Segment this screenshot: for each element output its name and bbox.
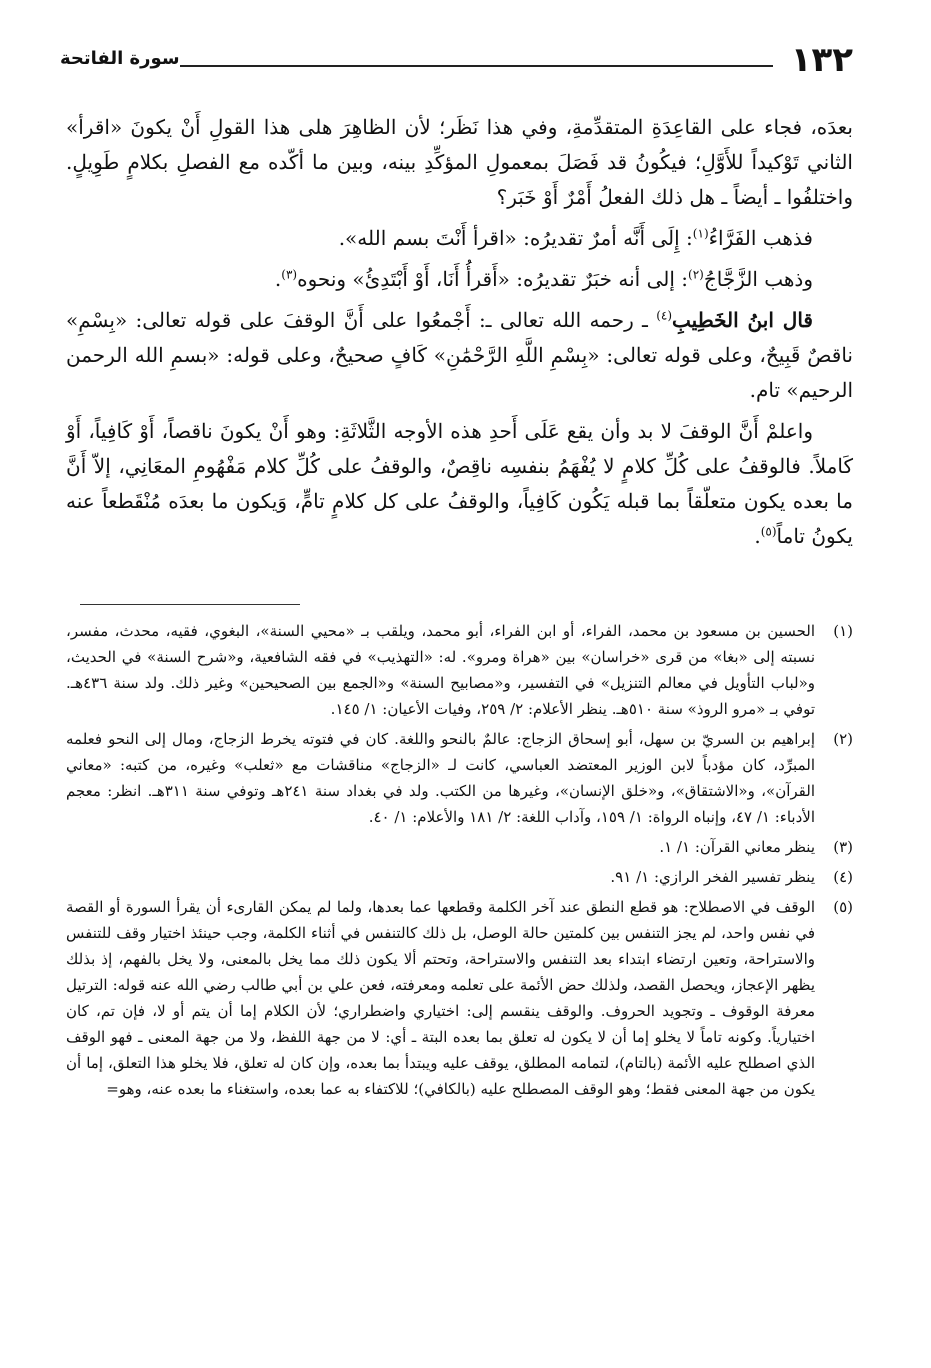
- paragraph-4-rest: ـ رحمه الله تعالى ـ: أَجْمعُوا على أَنَّ الوقفَ على قوله تعالى: «بِسْمِ» ناقصٌ قَبِيحٌ، وعلى قوله تعالى: «بِسْمِ اللَّهِ الرَّحْمَٰنِ» كَافٍ صحيحٌ، وعلى قوله: «بسمِ الله الرحمن الرحيم» تام.: [66, 308, 853, 402]
- paragraph-2: [66, 221, 853, 256]
- paragraph-4: [66, 303, 853, 408]
- ibn-alkhatib-lead: قال ابنُ الخَطِيبِ: [672, 308, 813, 332]
- farra-name: فذهب الفَرَّاءُ: [708, 226, 813, 250]
- footnote-number: (٤): [833, 868, 853, 886]
- paragraph-5: [66, 414, 853, 554]
- footnote-ref-4[interactable]: (٤): [656, 308, 673, 323]
- footnote-ref-5[interactable]: (٥): [760, 524, 777, 539]
- footnote-text: الحسين بن مسعود بن محمد، الفراء، أو ابن الفراء، أبو محمد، ويلقب بـ «محيي السنة»، البغوي، فقيه، محدث، مفسر، نسبته إلى «بغا» من قرى «خراسان» بين «هراة ومرو». له: «التهذيب» في فقه الشافعية، و«شرح السنة» في الحديث، و«لباب التأويل في معالم التنزيل» في التفسير، و«مصابيح السنة» و«الجمع بين الصحيحين» وغير ذلك. ولد سنة ٤٣٦هـ. توفي بـ «مرو الروذ» سنة ٥١٠هـ. ينظر الأعلام: ٢/ ٢٥٩، وفيات الأعيان: ١/ ١٤٥.: [66, 622, 815, 718]
- footnote-ref-3[interactable]: (٣): [281, 267, 298, 282]
- footnote-5: [66, 894, 853, 1102]
- footnote-1: [66, 618, 853, 722]
- paragraph-3-rest: : إلى أنه خبَرٌ تقديرُه: «أَقرأُ أَنَا، أَوْ أَبْتَدِئُ» ونحوه: [297, 267, 688, 291]
- footnote-number: (٢): [833, 730, 853, 748]
- page-header: [60, 40, 853, 80]
- paragraph-2-rest: : إِلَى أَنَّه أمرٌ تقديرُه: «اقرأ أَنْتَ بسم الله».: [338, 226, 693, 250]
- footnote-text: ينظر معاني القرآن: ١/ ١.: [659, 838, 815, 856]
- footnote-2: [66, 726, 853, 830]
- footnotes: [66, 618, 853, 1106]
- footnote-ref-2[interactable]: (٢): [688, 267, 704, 282]
- footnote-text: ينظر تفسير الفخر الرازي: ١/ ٩١.: [610, 868, 815, 886]
- footnote-ref-1[interactable]: (١): [692, 226, 709, 241]
- paragraph-5-end: .: [754, 524, 761, 548]
- surah-title: سورة الفاتحة: [60, 48, 180, 69]
- footnote-text: الوقف في الاصطلاح: هو قطع النطق عند آخر الكلمة وقطعها عما بعدها، ولما لم يمكن القارىء أن يقرأ السورة أو القصة في نفس واحد، لم يجز التنفس بين كلمتين حالة الوصل، بل ذلك كالتنفس في أثناء الكلمة، وجب حينئذ اختيار وقف للتنفس والاستراحة، وتعين ارتضاء ابتداء بعد التنفس والاستراحة، وتحتم ألا يكون ذلك مما يخل بالمعنى، ولا يخل بالفهم، إذ بذلك يظهر الإعجاز، ويحصل القصد، ولذلك حض الأئمة على تعلمه ومعرفته، فعن علي بن أبي طالب رضي الله عنه قوله: الترتيل معرفة الوقوف ـ وتجويد الحروف. والوقف ينقسم إلى: اختياري واضطراري؛ لأن الكلام إما أن يتم أو لا، فإن تم، كان اختيارياً. وكونه تاماً لا يخلو إما أن لا يكون له تعلق بما بعده البتة ـ أي: لا من جهة اللفظ، ولا من جهة المعنى ـ فهو الوقف الذي اصطلح عليه الأئمة (بالتام)، لتمامه المطلق، يوقف عليه ويبتدأ بما بعده، وإن كان له تعلق، فلا يخلو هذا التعلق، إما أن يكون من جهة المعنى فقط؛ وهو الوقف المصطلح عليه (بالكافي)؛ للاكتفاء به عما بعده، واستغناء ما بعده عنه، وهو=: [66, 898, 815, 1098]
- footnote-number: (٣): [833, 838, 853, 856]
- paragraph-1: بعدَه، فجاء على القاعِدَةِ المتقدِّمةِ، وفي هذا نَظَر؛ لأن الظاهِرَ هلى هذا القولِ أَنْ يكونَ «اقرأ» الثاني تَوْكيداً للأَوَّلِ؛ فيكُونُ قد فَصَلَ بمعمولِ المؤكِّدِ بينه، وبين ما أكّده مع الفصلِ بكلامٍ طَوِيلٍ. واختلفُوا ـ أيضاً ـ هل ذلك الفعلُ أَمْرٌ أَوْ خَبَر؟: [66, 115, 853, 209]
- page-number: ١٣٢: [790, 40, 853, 80]
- zajjaj-name: وذهب الزَّجَّاجُ: [703, 267, 813, 291]
- footnote-number: (١): [833, 622, 853, 640]
- footnote-text: إبراهيم بن السريّ بن سهل، أبو إسحاق الزجاج: عالمٌ بالنحو واللغة. كان في فتوته يخرط الزجاج، ومال إلى النحو فعلمه المبرِّد، كان مؤدباً لابن الوزير المعتضد العباسي، كانت لـ «الزجاج» مناقشات مع «ثعلب» وغيره، من كتبه: «معاني القرآن»، و«الاشتقاق»، و«خلق الإنسان»، وغيرها من الكتب. ولد في بغداد سنة ٢٤١هـ وتوفي سنة ٣١١هـ. انظر: معجم الأدباء: ١/ ٤٧، وإنباه الرواة: ١/ ١٥٩، وآداب اللغة: ٢/ ١٨١ والأعلام: ١/ ٤٠.: [66, 730, 815, 826]
- footnote-separator: [80, 604, 300, 605]
- footnote-3: [66, 834, 853, 860]
- footnote-4: [66, 864, 853, 890]
- paragraph-3-end: .: [274, 267, 282, 291]
- header-rule: [180, 65, 773, 67]
- paragraph-5-text: واعلمْ أَنَّ الوقفَ لا بد وأن يقع عَلَى أَحدِ هذه الأوجه الثَّلاثَةِ: وهو أَنْ يكونَ ناقصاً، أَوْ كَافِياً، أَوْ كَاملاً. فالوقفُ على كُلِّ كلامٍ لا يُفْهَمُ بنفسِه ناقِصٌ، والوقفُ على كُلِّ كلام مَفْهُومِ المعَانِي، إلاّ أَنَّ ما بعده يكون متعلّقاً بما قبله يَكُون كَافِياً، والوقفُ على كل كلامٍ تامٍّ، وَيكون ما بعدَه مُنْقَطعاً عنه يكونُ تاماً: [66, 419, 853, 548]
- footnote-number: (٥): [833, 898, 853, 916]
- paragraph-3: [66, 262, 853, 297]
- main-text: [66, 110, 853, 560]
